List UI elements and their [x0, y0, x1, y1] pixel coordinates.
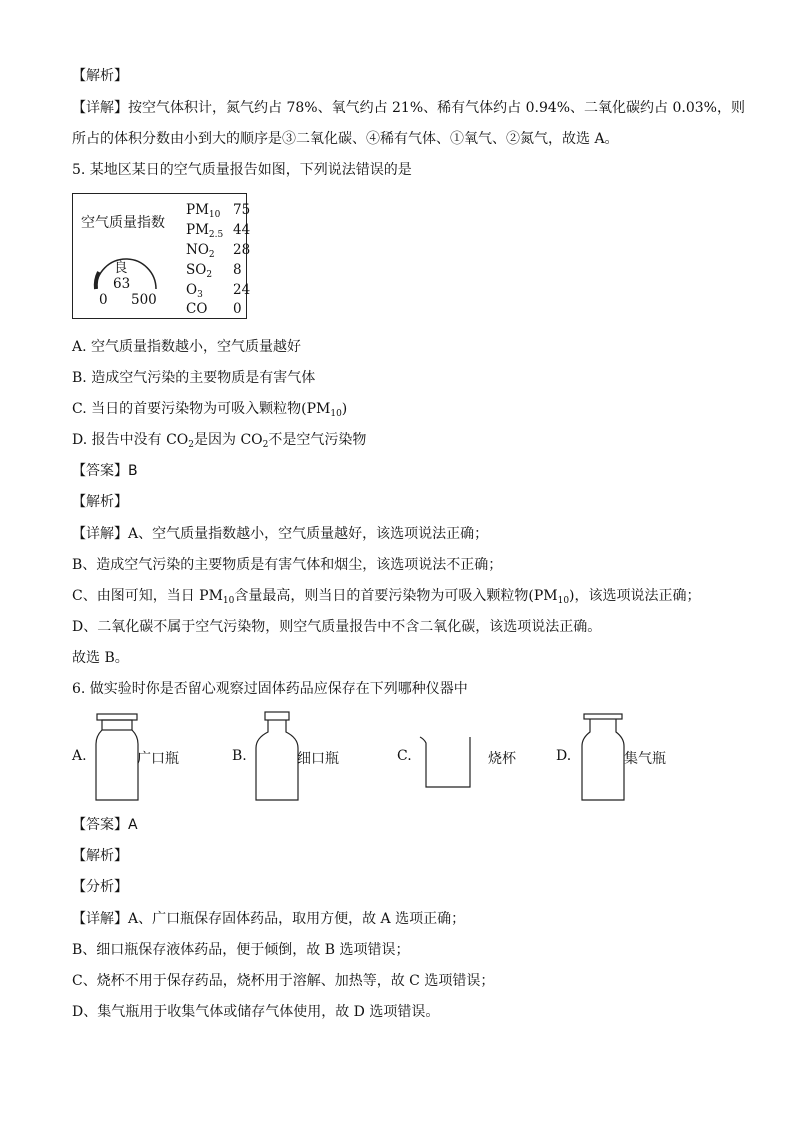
conclusion: 故选 B。 — [72, 650, 129, 666]
question-stem: 6. 做实验时你是否留心观察过固体药品应保存在下列哪种仪器中 — [72, 681, 468, 697]
detail-line: 【详解】按空气体积计，氮气约占 78%、氧气约占 21%、稀有气体约占 0.94%、二氧化碳约占 0.03%，则 — [72, 100, 745, 116]
gauge-max: 500 — [131, 292, 157, 308]
pollutant-value: 75 — [233, 202, 251, 218]
vessel-label: 烧杯 — [488, 751, 516, 767]
pollutant-name: $PM_{2.5}$ — [186, 222, 224, 240]
detail-line: D、二氧化碳不属于空气污染物，则空气质量报告中不含二氧化碳，该选项说法正确。 — [72, 619, 602, 635]
vessel-label: 集气瓶 — [624, 751, 666, 767]
option-d: D. 报告中没有 $CO_2$是因为 $CO_2$不是空气污染物 — [72, 432, 367, 450]
option-letter: A. — [72, 748, 87, 764]
vessel-label: 细口瓶 — [297, 751, 339, 767]
pollutant-name: $NO_2$ — [186, 242, 215, 260]
pollutant-name: $SO_2$ — [186, 262, 213, 280]
gauge-fill — [96, 272, 99, 289]
detail-line: B、造成空气污染的主要物质是有害气体和烟尘，该选项说法不正确； — [72, 557, 503, 573]
answer: 【答案】A — [72, 817, 138, 833]
analysis-tag: 【解析】 — [72, 494, 128, 510]
option-letter: D. — [556, 748, 572, 764]
detail-line: C、烧杯不用于保存药品，烧杯用于溶解、加热等，故 C 选项错误； — [72, 973, 495, 989]
gauge-min: 0 — [99, 292, 108, 308]
narrow-mouth-bottle-icon — [252, 710, 302, 804]
pollutant-value: 24 — [233, 282, 251, 298]
detail-line: 所占的体积分数由小到大的顺序是③二氧化碳、④稀有气体、①氧气、②氮气，故选 A。 — [72, 131, 619, 147]
detail-line: 【详解】A、广口瓶保存固体药品，取用方便，故 A 选项正确； — [72, 911, 466, 927]
analysis-tag: 【解析】 — [72, 68, 128, 84]
detail-line: D、集气瓶用于收集气体或储存气体使用，故 D 选项错误。 — [72, 1004, 440, 1020]
pollutant-value: 44 — [233, 222, 251, 238]
report-title: 空气质量指数 — [81, 215, 165, 231]
aqi-grade: 良 — [114, 260, 128, 276]
pollutant-name: CO — [186, 301, 208, 317]
pollutant-name: $PM_{10}$ — [186, 202, 221, 220]
option-letter: C. — [397, 748, 412, 764]
air-quality-report — [72, 193, 251, 319]
pollutant-name: $O_3$ — [186, 282, 203, 300]
pollutant-value: 0 — [233, 301, 242, 317]
fenxi-tag: 【分析】 — [72, 879, 128, 895]
gas-collecting-bottle-icon — [578, 712, 628, 804]
option-b: B. 造成空气污染的主要物质是有害气体 — [72, 370, 316, 386]
detail-line: 【详解】A、空气质量指数越小，空气质量越好，该选项说法正确； — [72, 526, 489, 542]
wide-mouth-bottle-icon — [92, 712, 142, 804]
answer: 【答案】B — [72, 463, 138, 479]
beaker-icon — [418, 733, 476, 791]
aqi-index: 63 — [113, 276, 131, 292]
pollutant-value: 28 — [233, 242, 251, 258]
analysis-tag: 【解析】 — [72, 848, 128, 864]
option-c: C. 当日的首要污染物为可吸入颗粒物$(PM_{10})$ — [72, 401, 348, 419]
vessel-label: 广口瓶 — [137, 751, 179, 767]
detail-line: C、由图可知，当日 $PM_{10}$含量最高，则当日的首要污染物为可吸入颗粒物$(PM_{10})$，该选项说法正确； — [72, 588, 701, 606]
pollutant-value: 8 — [233, 262, 242, 278]
detail-line: B、细口瓶保存液体药品，便于倾倒，故 B 选项错误； — [72, 942, 410, 958]
question-stem: 5. 某地区某日的空气质量报告如图，下列说法错误的是 — [72, 162, 412, 178]
option-a: A. 空气质量指数越小，空气质量越好 — [72, 339, 302, 355]
option-letter: B. — [232, 748, 247, 764]
